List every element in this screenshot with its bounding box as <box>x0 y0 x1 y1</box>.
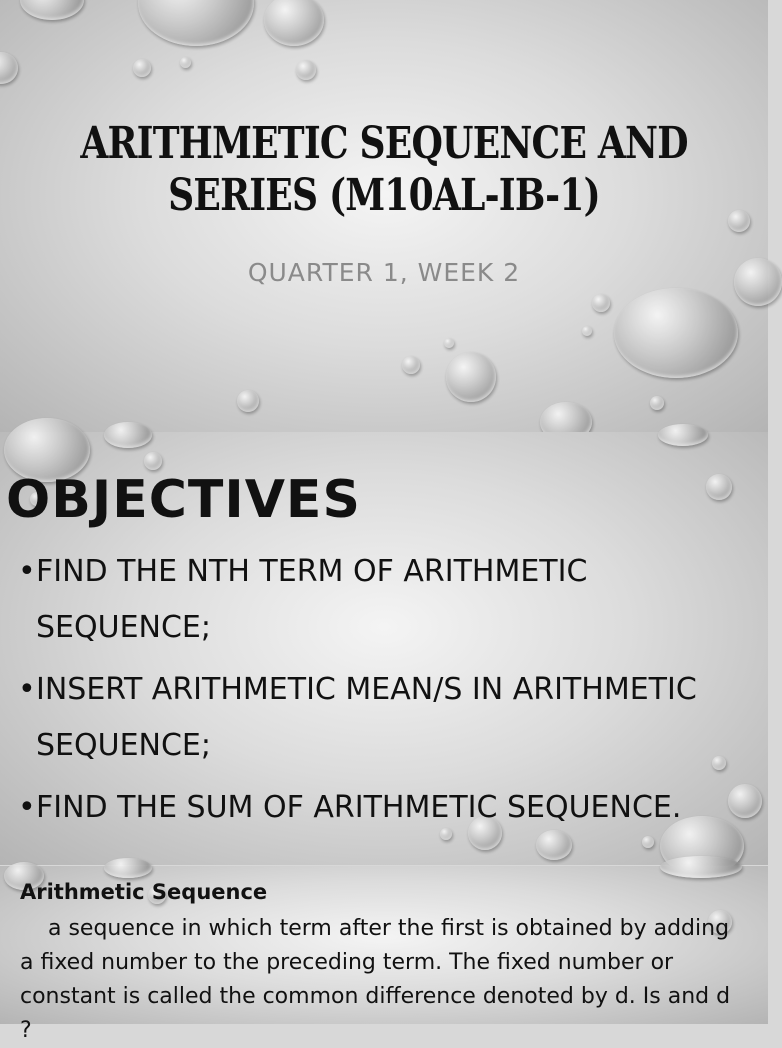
objective-text: • FIND THE NTH TERM OF ARITHMETIC SEQUENCE; <box>36 554 588 645</box>
water-drop-decoration <box>237 390 259 412</box>
slide-title-line-2: SERIES (M10AL-IB-1) <box>168 170 600 221</box>
water-drop-decoration <box>728 210 750 232</box>
water-drop-decoration <box>592 294 610 312</box>
water-drop-decoration <box>614 288 738 378</box>
slide-title-line-1: ARITHMETIC SEQUENCE AND <box>80 118 688 169</box>
water-drop-decoration <box>446 352 496 402</box>
objective-item <box>18 544 758 656</box>
objectives-heading: OBJECTIVES <box>6 470 361 530</box>
definition-body: a sequence in which term after the first is obtained by adding a fixed number to the preceding term. The fixed number or constant is called the common difference denoted by d. Is and d ? <box>20 916 731 1043</box>
water-drop-decoration <box>0 52 18 84</box>
slide-title <box>69 118 699 222</box>
water-drop-decoration <box>660 856 742 878</box>
water-drop-decoration <box>180 57 191 68</box>
water-drop-decoration <box>658 424 708 446</box>
slide-subtitle: QUARTER 1, WEEK 2 <box>247 258 521 287</box>
objective-text: • FIND THE SUM OF ARITHMETIC SEQUENCE. <box>36 790 682 825</box>
water-drop-decoration <box>706 474 732 500</box>
water-drop-decoration <box>104 858 152 878</box>
water-drop-decoration <box>20 0 84 20</box>
objectives-slide <box>0 432 768 865</box>
water-drop-decoration <box>144 452 162 470</box>
water-drop-decoration <box>650 396 664 410</box>
water-drop-decoration <box>444 338 454 348</box>
title-slide <box>0 0 768 432</box>
objective-item <box>18 780 758 836</box>
definition-title: Arithmetic Sequence <box>20 880 268 904</box>
water-drop-decoration <box>138 0 254 46</box>
water-drop-decoration <box>582 326 592 336</box>
objectives-list <box>18 544 758 842</box>
water-drop-decoration <box>264 0 324 46</box>
water-drop-decoration <box>133 59 151 77</box>
water-drop-decoration <box>296 60 316 80</box>
objective-item <box>18 662 758 774</box>
definition-slide <box>0 866 768 1043</box>
water-drop-decoration <box>402 356 420 374</box>
objective-text: • INSERT ARITHMETIC MEAN/S IN ARITHMETIC SEQUENCE; <box>36 672 697 763</box>
water-drop-decoration <box>104 422 152 448</box>
